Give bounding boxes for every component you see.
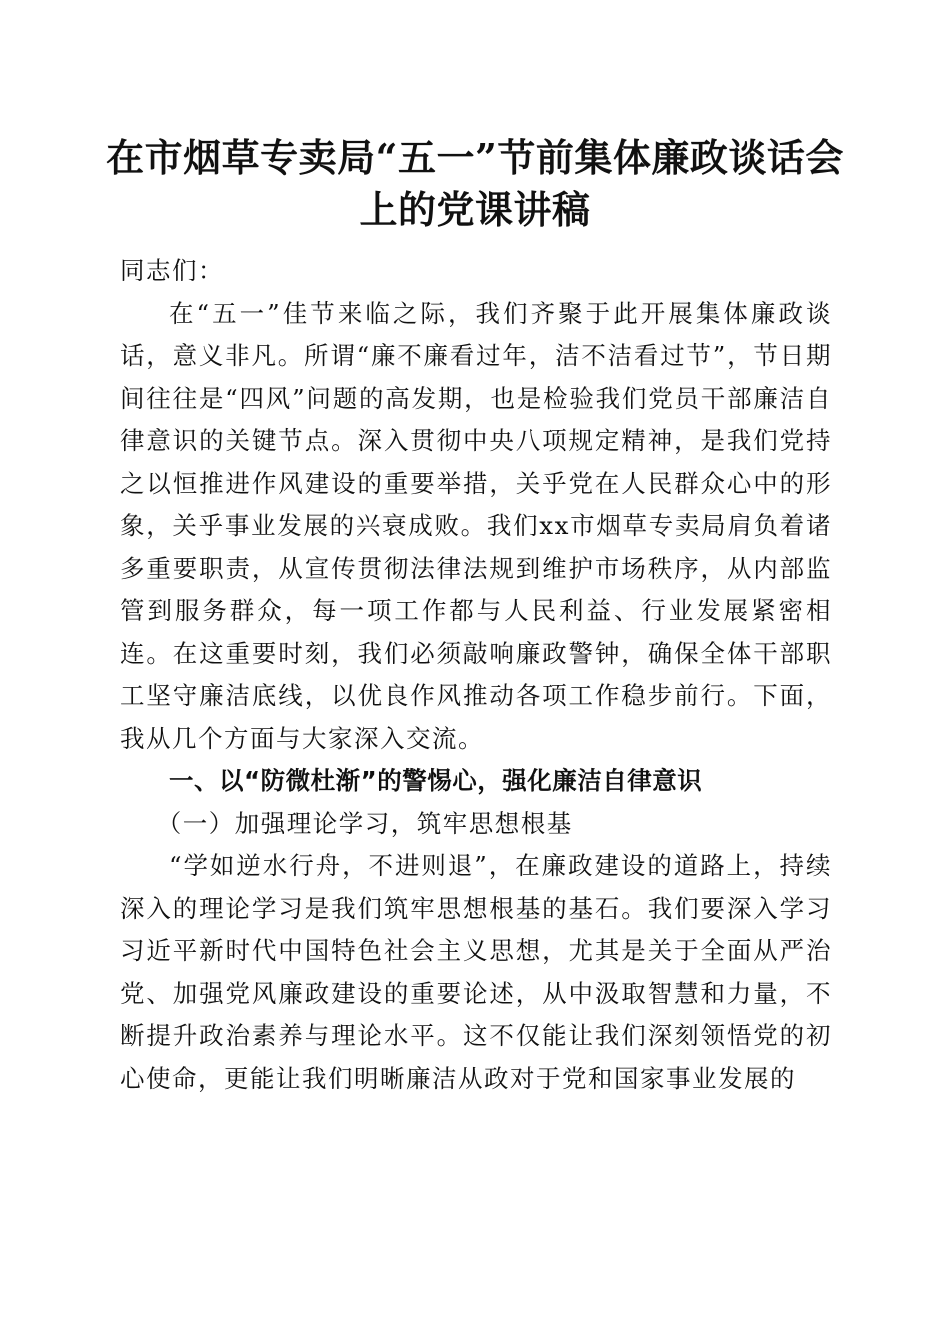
subsection-1-heading: （一）加强理论学习，筑牢思想根基 [156,808,573,838]
intro-paragraph: 在“五一”佳节来临之际，我们齐聚于此开展集体廉政谈话，意义非凡。所谓“廉不廉看过年，洁不洁看过节”，节日期间往往是“四风”问题的高发期，也是检验我们党员干部廉洁自律意识的关键节点。深入贯彻中央八项规定精神，是我们党持之以恒推进作风建设的重要举措，关乎党在人民群众心中的形象，关乎事业发展的兴衰成败。我们xx市烟草专卖局肩负着诸多重要职责，从宣传贯彻法律法规到维护市场秩序，从内部监管到服务群众，每一项工作都与人民利益、行业发展紧密相连。在这重要时刻，我们必须敲响廉政警钟，确保全体干部职工坚守廉洁底线，以优良作风推动各项工作稳步前行。下面，我从几个方面与大家深入交流。 [120,298,832,753]
salutation: 同志们： [120,256,224,285]
title-line-1: 在市烟草专卖局“五一”节前集体廉政谈话会 [106,135,844,180]
section-1-heading: 一、以“防微杜渐”的警惕心，强化廉洁自律意识 [169,766,703,795]
title-line-2: 上的党课讲稿 [359,187,591,232]
document-title [80,132,870,236]
document-body [120,250,832,1100]
subsection-1-paragraph: “学如逆水行舟，不进则退”，在廉政建设的道路上，持续深入的理论学习是我们筑牢思想根基的基石。我们要深入学习习近平新时代中国特色社会主义思想，尤其是关于全面从严治党、加强党风廉政建设的重要论述，从中汲取智慧和力量，不断提升政治素养与理论水平。这不仅能让我们深刻领悟党的初心使命，更能让我们明晰廉洁从政对于党和国家事业发展的 [120,851,832,1093]
